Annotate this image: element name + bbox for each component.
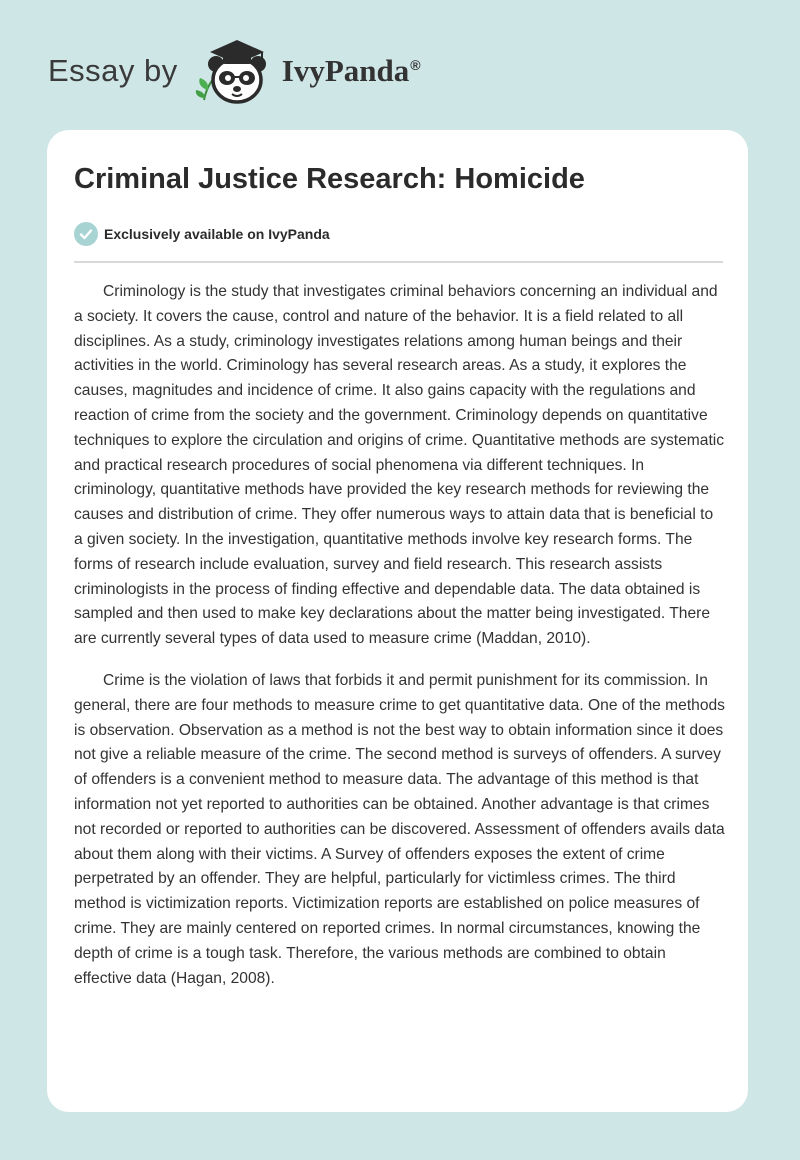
essay-card	[47, 130, 748, 1112]
check-circle-icon	[74, 222, 98, 246]
paragraph: Crime is the violation of laws that forbids it and permit punishment for its commission. In general, there are four methods to measure crime to get quantitative data. One of the methods is observation. Observation as a method is not the best way to obtain information since it does not give a reliable measure of the crime. The second method is surveys of offenders. A survey of offenders is a convenient method to measure data. The advantage of this method is that information not yet reported to authorities can be obtained. Another advantage is that crimes not recorded or reported to authorities can be discovered. Assessment of offenders avails data about them along with their victims. A Survey of offenders exposes the extent of crime perpetrated by an offender. They are helpful, particularly for victimless crimes. The third method is victimization reports. Victimization reports are established on police measures of crime. They are mainly centered on reported crimes. In normal circumstances, knowing the depth of crime is a tough task. Therefore, the various methods are combined to obtain effective data (Hagan, 2008).	[74, 671, 725, 987]
essay-body	[74, 280, 726, 1008]
page-title: Criminal Justice Research: Homicide	[74, 163, 585, 195]
brand-name	[282, 53, 421, 89]
brand-name-text: IvyPanda	[281, 53, 410, 88]
brand-prefix: Essay by	[48, 53, 178, 88]
paragraph: Criminology is the study that investigates criminal behaviors concerning an individual and a society. It covers the cause, control and nature of the behavior. It is a field related to all disciplines. As a study, criminology investigates relations among human beings and their activities in the world. Criminology has several research areas. As a study, it explores the causes, magnitudes and incidence of crime. It also gains capacity with the regulations and reaction of crime from the society and the government. Criminology depends on quantitative techniques to explore the circulation and origins of crime. Quantitative methods are systematic and practical research procedures of social phenomena via different techniques. In criminology, quantitative methods have provided the key research methods for reviewing the causes and distribution of crime. They offer numerous ways to attain data that is beneficial to a given society. In the investigation, quantitative methods involve key research forms. The forms of research include evaluation, survey and field research. This research assists criminologists in the process of finding effective and dependable data. The data obtained is sampled and then used to make key declarations about the matter being investigated. There are currently several types of data used to measure crime (Maddan, 2010).	[74, 283, 725, 648]
registered-mark: ®	[410, 56, 421, 73]
exclusive-badge	[74, 222, 330, 246]
exclusive-badge-text: Exclusively available on IvyPanda	[104, 226, 330, 242]
divider	[74, 261, 723, 263]
panda-graduate-icon	[192, 34, 280, 108]
brand-header[interactable]	[48, 34, 421, 108]
